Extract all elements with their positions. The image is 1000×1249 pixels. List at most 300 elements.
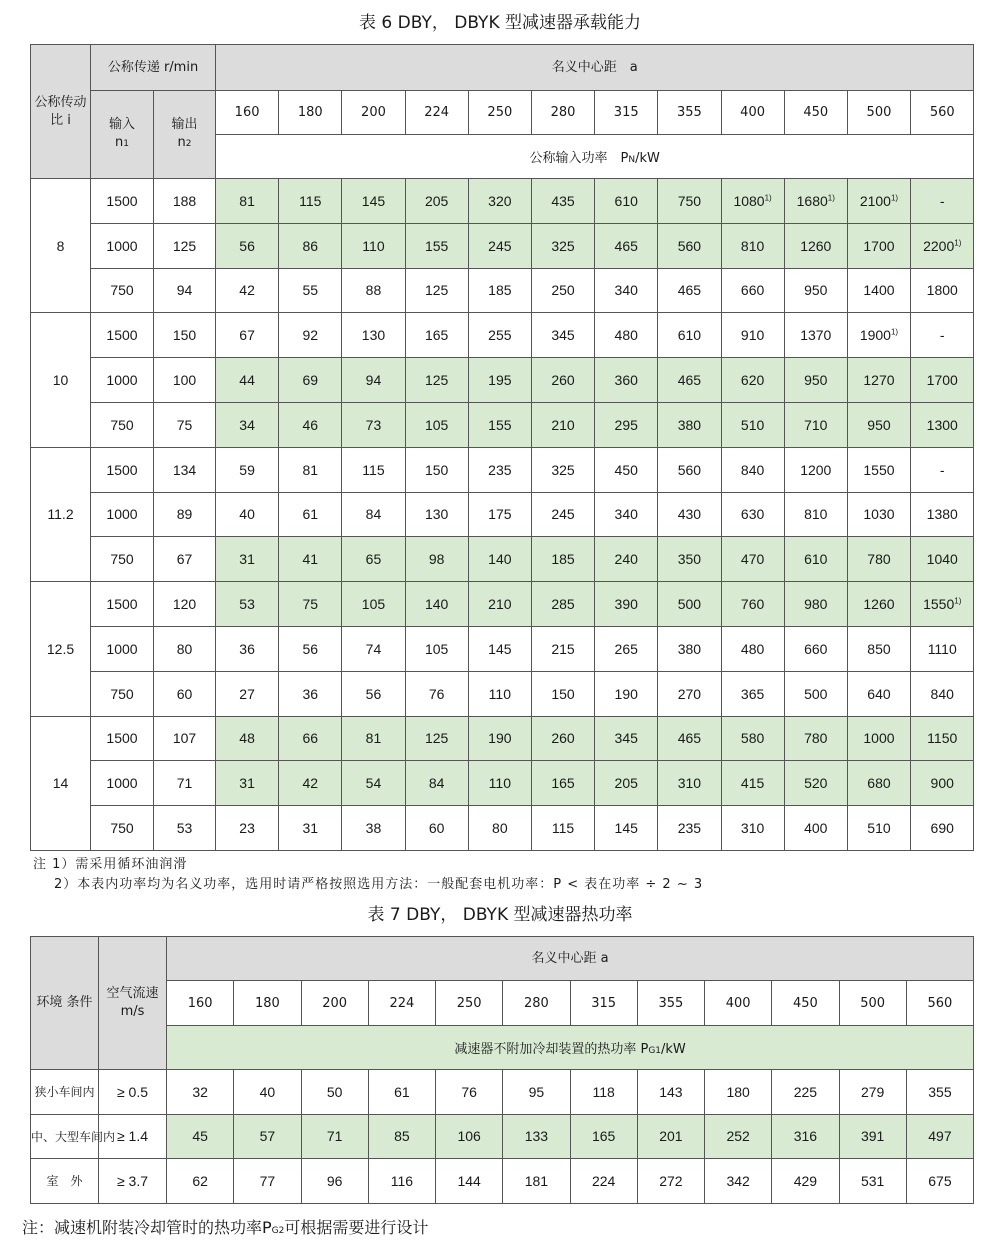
- thermal-power-cell: 57: [234, 1114, 301, 1159]
- power-cell: 55: [279, 268, 342, 313]
- power-cell: 260: [531, 716, 594, 761]
- power-cell: 81: [342, 716, 405, 761]
- output-speed-cell: 94: [154, 268, 216, 313]
- power-cell: 510: [847, 806, 910, 851]
- output-speed-cell: 75: [154, 402, 216, 447]
- t7-center-distance-500: 500: [839, 981, 906, 1026]
- power-cell: 185: [468, 268, 531, 313]
- center-distance-250: 250: [468, 91, 531, 135]
- power-cell: 61: [279, 492, 342, 537]
- power-cell: 610: [658, 313, 721, 358]
- power-cell: 910: [721, 313, 784, 358]
- air-speed-cell: ≥ 1.4: [99, 1114, 167, 1159]
- input-speed-cell: 1500: [91, 447, 154, 492]
- power-cell: 75: [279, 582, 342, 627]
- power-cell: 175: [468, 492, 531, 537]
- power-cell: 950: [784, 268, 847, 313]
- table-row: [31, 716, 974, 761]
- power-cell: 340: [595, 492, 658, 537]
- power-cell: 34: [216, 402, 279, 447]
- thermal-power-cell: 32: [167, 1070, 234, 1115]
- power-cell: 780: [784, 716, 847, 761]
- thermal-power-cell: 165: [570, 1114, 637, 1159]
- power-cell: 88: [342, 268, 405, 313]
- power-cell: 190: [468, 716, 531, 761]
- air-speed-cell: ≥ 0.5: [99, 1070, 167, 1115]
- power-cell: 520: [784, 761, 847, 806]
- power-cell: 690: [911, 806, 974, 851]
- power-cell: 1040: [911, 537, 974, 582]
- thermal-power-cell: 76: [436, 1070, 503, 1115]
- power-cell: 245: [531, 492, 594, 537]
- power-cell: 465: [658, 268, 721, 313]
- t7-center-distance-160: 160: [167, 981, 234, 1026]
- power-cell: 465: [595, 223, 658, 268]
- power-cell: 105: [405, 626, 468, 671]
- output-speed-cell: 60: [154, 671, 216, 716]
- ratio-cell: 12.5: [31, 582, 91, 716]
- power-cell: 840: [911, 671, 974, 716]
- thermal-power-cell: 225: [772, 1070, 839, 1115]
- power-cell: 48: [216, 716, 279, 761]
- power-cell: 60: [405, 806, 468, 851]
- power-cell: 295: [595, 402, 658, 447]
- power-cell: 980: [784, 582, 847, 627]
- t7-center-distance-560: 560: [906, 981, 973, 1026]
- thermal-power-cell: 40: [234, 1070, 301, 1115]
- power-cell: 465: [658, 716, 721, 761]
- power-cell: 67: [216, 313, 279, 358]
- power-cell: 325: [531, 447, 594, 492]
- output-speed-cell: 67: [154, 537, 216, 582]
- input-speed-cell: 1500: [91, 716, 154, 761]
- input-speed-header: 输入 n1: [91, 91, 154, 179]
- power-cell: 345: [531, 313, 594, 358]
- power-cell: 42: [279, 761, 342, 806]
- power-cell: 115: [342, 447, 405, 492]
- power-cell: 320: [468, 179, 531, 224]
- power-cell: 92: [279, 313, 342, 358]
- power-cell: 125: [405, 358, 468, 403]
- footnote-mark: 1): [890, 327, 899, 337]
- power-cell: 46: [279, 402, 342, 447]
- input-speed-cell: 1500: [91, 179, 154, 224]
- thermal-power-cell: 355: [906, 1070, 973, 1115]
- power-cell: 1080$^{1)}$: [721, 179, 784, 224]
- thermal-power-cell: 45: [167, 1114, 234, 1159]
- thermal-power-cell: 224: [570, 1159, 637, 1204]
- power-cell: 450: [595, 447, 658, 492]
- t7-center-distance-180: 180: [234, 981, 301, 1026]
- power-cell: 480: [595, 313, 658, 358]
- power-cell: 680: [847, 761, 910, 806]
- thermal-power-cell: 201: [637, 1114, 704, 1159]
- table-row: [31, 1070, 974, 1115]
- thermal-power-cell: 180: [705, 1070, 772, 1115]
- input-speed-cell: 1000: [91, 358, 154, 403]
- power-cell: 255: [468, 313, 531, 358]
- air-speed-header: 空气流速 m/s: [99, 937, 167, 1070]
- table7-note: 注：减速机附装冷却管时的热功率PG2可根据需要进行设计: [22, 1218, 429, 1237]
- power-cell: 415: [721, 761, 784, 806]
- t7-power-header: 减速器不附加冷却装置的热功率 PG1/kW: [167, 1026, 974, 1070]
- power-cell: 56: [342, 671, 405, 716]
- power-cell: 81: [279, 447, 342, 492]
- power-cell: 80: [468, 806, 531, 851]
- power-cell: 125: [405, 268, 468, 313]
- power-cell: 76: [405, 671, 468, 716]
- thermal-power-cell: 181: [503, 1159, 570, 1204]
- power-cell: 215: [531, 626, 594, 671]
- env-cell: 中、大型车间内: [31, 1114, 99, 1159]
- power-cell: 265: [595, 626, 658, 671]
- power-cell: 59: [216, 447, 279, 492]
- power-cell: 380: [658, 402, 721, 447]
- power-cell: 165: [531, 761, 594, 806]
- power-cell: 760: [721, 582, 784, 627]
- output-speed-cell: 134: [154, 447, 216, 492]
- power-cell: -: [911, 447, 974, 492]
- t7-center-distance-355: 355: [637, 981, 704, 1026]
- power-cell: 245: [468, 223, 531, 268]
- power-cell: 41: [279, 537, 342, 582]
- t7-center-distance-315: 315: [570, 981, 637, 1026]
- power-cell: 155: [468, 402, 531, 447]
- power-cell: 1200: [784, 447, 847, 492]
- power-cell: 145: [342, 179, 405, 224]
- input-speed-cell: 750: [91, 806, 154, 851]
- table-row: [31, 447, 974, 492]
- power-cell: 900: [911, 761, 974, 806]
- input-speed-cell: 1500: [91, 313, 154, 358]
- power-cell: 250: [531, 268, 594, 313]
- t7-center-distance-250: 250: [436, 981, 503, 1026]
- power-cell: 54: [342, 761, 405, 806]
- power-cell: 380: [658, 626, 721, 671]
- center-distance-450: 450: [784, 91, 847, 135]
- t7-center-distance-224: 224: [368, 981, 435, 1026]
- power-cell: 81: [216, 179, 279, 224]
- env-cell: 室 外: [31, 1159, 99, 1204]
- footnote-mark: 1): [954, 596, 962, 606]
- thermal-power-table: [30, 936, 974, 1204]
- thermal-power-cell: 316: [772, 1114, 839, 1159]
- power-cell: 465: [658, 358, 721, 403]
- power-cell: 390: [595, 582, 658, 627]
- thermal-power-cell: 50: [301, 1070, 368, 1115]
- thermal-power-cell: 391: [839, 1114, 906, 1159]
- power-cell: 430: [658, 492, 721, 537]
- thermal-power-cell: 106: [436, 1114, 503, 1159]
- table-row: [31, 1159, 974, 1204]
- power-cell: 86: [279, 223, 342, 268]
- center-distance-400: 400: [721, 91, 784, 135]
- power-cell: 205: [595, 761, 658, 806]
- power-cell: 73: [342, 402, 405, 447]
- footnote-mark: 1): [764, 193, 772, 203]
- power-cell: 31: [216, 761, 279, 806]
- power-cell: 36: [216, 626, 279, 671]
- power-cell: 560: [658, 447, 721, 492]
- thermal-power-cell: 252: [705, 1114, 772, 1159]
- center-distance-180: 180: [279, 91, 342, 135]
- power-cell: 480: [721, 626, 784, 671]
- t7-center-distance-header: 名义中心距 a: [167, 937, 974, 981]
- thermal-power-cell: 497: [906, 1114, 973, 1159]
- power-cell: 850: [847, 626, 910, 671]
- center-distance-header: 名义中心距 a: [216, 45, 974, 91]
- power-cell: 660: [784, 626, 847, 671]
- power-cell: 130: [405, 492, 468, 537]
- power-cell: 340: [595, 268, 658, 313]
- power-cell: 125: [405, 716, 468, 761]
- power-cell: 950: [847, 402, 910, 447]
- table-row: [31, 492, 974, 537]
- power-cell: 56: [216, 223, 279, 268]
- power-cell: 360: [595, 358, 658, 403]
- power-cell: 270: [658, 671, 721, 716]
- power-cell: 1900$^{1)}$: [847, 313, 910, 358]
- power-cell: 620: [721, 358, 784, 403]
- power-cell: 435: [531, 179, 594, 224]
- t7-center-distance-400: 400: [705, 981, 772, 1026]
- input-speed-cell: 750: [91, 537, 154, 582]
- center-distance-200: 200: [342, 91, 405, 135]
- table-row: [31, 402, 974, 447]
- power-cell: 105: [342, 582, 405, 627]
- table-row: [31, 358, 974, 403]
- thermal-power-cell: 531: [839, 1159, 906, 1204]
- table6-note1: 注 1）需采用循环油润滑: [33, 857, 188, 872]
- power-cell: 165: [405, 313, 468, 358]
- power-cell: -: [911, 313, 974, 358]
- center-distance-315: 315: [595, 91, 658, 135]
- power-cell: 205: [405, 179, 468, 224]
- thermal-power-cell: 77: [234, 1159, 301, 1204]
- power-cell: 325: [531, 223, 594, 268]
- power-cell: 1260: [847, 582, 910, 627]
- input-speed-cell: 750: [91, 671, 154, 716]
- thermal-power-cell: 62: [167, 1159, 234, 1204]
- power-cell: 66: [279, 716, 342, 761]
- output-speed-cell: 80: [154, 626, 216, 671]
- t7-center-distance-280: 280: [503, 981, 570, 1026]
- table-row: [31, 761, 974, 806]
- power-cell: 185: [531, 537, 594, 582]
- power-cell: 1370: [784, 313, 847, 358]
- power-cell: 69: [279, 358, 342, 403]
- power-cell: 810: [784, 492, 847, 537]
- power-cell: 150: [531, 671, 594, 716]
- input-speed-cell: 750: [91, 402, 154, 447]
- power-cell: 660: [721, 268, 784, 313]
- thermal-power-cell: 144: [436, 1159, 503, 1204]
- thermal-power-cell: 143: [637, 1070, 704, 1115]
- ratio-cell: 14: [31, 716, 91, 850]
- power-cell: 400: [784, 806, 847, 851]
- output-speed-cell: 125: [154, 223, 216, 268]
- power-cell: 285: [531, 582, 594, 627]
- power-cell: 310: [721, 806, 784, 851]
- power-cell: 84: [342, 492, 405, 537]
- table7-title: 表 7 DBY， DBYK 型减速器热功率: [367, 905, 633, 925]
- ratio-cell: 10: [31, 313, 91, 447]
- power-cell: 44: [216, 358, 279, 403]
- power-cell: 38: [342, 806, 405, 851]
- power-cell: 150: [405, 447, 468, 492]
- power-cell: 630: [721, 492, 784, 537]
- power-cell: 36: [279, 671, 342, 716]
- power-cell: 210: [468, 582, 531, 627]
- table-row: [31, 223, 974, 268]
- output-speed-cell: 71: [154, 761, 216, 806]
- power-cell: 115: [531, 806, 594, 851]
- power-cell: 1700: [911, 358, 974, 403]
- power-cell: 190: [595, 671, 658, 716]
- power-cell: 1260: [784, 223, 847, 268]
- power-cell: 500: [658, 582, 721, 627]
- power-cell: 115: [279, 179, 342, 224]
- table6-note2: 2）本表内功率均为名义功率，选用时请严格按照选用方法：一般配套电机功率：P < 表在功率 ÷ 2 ~ 3: [54, 877, 704, 892]
- power-cell: 235: [658, 806, 721, 851]
- power-header: 公称输入功率 PN/kW: [216, 135, 974, 179]
- ratio-header: 公称传动比 i: [31, 45, 91, 179]
- thermal-power-cell: 118: [570, 1070, 637, 1115]
- ratio-cell: 8: [31, 179, 91, 313]
- output-speed-cell: 150: [154, 313, 216, 358]
- power-cell: 470: [721, 537, 784, 582]
- power-cell: 2200$^{1)}$: [911, 223, 974, 268]
- power-cell: 98: [405, 537, 468, 582]
- power-cell: 560: [658, 223, 721, 268]
- power-cell: 1400: [847, 268, 910, 313]
- power-cell: 155: [405, 223, 468, 268]
- power-cell: 840: [721, 447, 784, 492]
- power-cell: 345: [595, 716, 658, 761]
- speed-header: 公称传递 r/min: [91, 45, 216, 91]
- ratio-cell: 11.2: [31, 447, 91, 581]
- output-speed-cell: 107: [154, 716, 216, 761]
- power-cell: 145: [595, 806, 658, 851]
- thermal-power-cell: 133: [503, 1114, 570, 1159]
- thermal-power-cell: 272: [637, 1159, 704, 1204]
- env-cell: 狭小车间内: [31, 1070, 99, 1115]
- power-cell: 31: [216, 537, 279, 582]
- power-cell: 950: [784, 358, 847, 403]
- table-row: [31, 806, 974, 851]
- power-cell: 1550$^{1)}$: [911, 582, 974, 627]
- power-cell: 510: [721, 402, 784, 447]
- table-row: [31, 537, 974, 582]
- thermal-power-cell: 61: [368, 1070, 435, 1115]
- table-row: [31, 626, 974, 671]
- power-cell: 94: [342, 358, 405, 403]
- power-cell: 310: [658, 761, 721, 806]
- thermal-power-cell: 675: [906, 1159, 973, 1204]
- input-speed-cell: 1000: [91, 223, 154, 268]
- power-cell: 1680$^{1)}$: [784, 179, 847, 224]
- center-distance-160: 160: [216, 91, 279, 135]
- power-cell: 500: [784, 671, 847, 716]
- center-distance-355: 355: [658, 91, 721, 135]
- power-cell: 350: [658, 537, 721, 582]
- power-cell: 780: [847, 537, 910, 582]
- power-cell: 1030: [847, 492, 910, 537]
- center-distance-560: 560: [911, 91, 974, 135]
- power-cell: 1380: [911, 492, 974, 537]
- power-cell: 105: [405, 402, 468, 447]
- power-cell: 260: [531, 358, 594, 403]
- input-speed-cell: 1500: [91, 582, 154, 627]
- table-row: [31, 671, 974, 716]
- power-cell: 810: [721, 223, 784, 268]
- center-distance-500: 500: [847, 91, 910, 135]
- power-cell: 750: [658, 179, 721, 224]
- power-cell: 710: [784, 402, 847, 447]
- input-speed-cell: 750: [91, 268, 154, 313]
- footnote-mark: 1): [890, 193, 899, 203]
- footnote-mark: 1): [954, 238, 962, 248]
- power-cell: 110: [468, 761, 531, 806]
- power-cell: 240: [595, 537, 658, 582]
- thermal-power-cell: 429: [772, 1159, 839, 1204]
- power-cell: 53: [216, 582, 279, 627]
- t7-center-distance-450: 450: [772, 981, 839, 1026]
- thermal-power-cell: 85: [368, 1114, 435, 1159]
- power-cell: 140: [405, 582, 468, 627]
- power-cell: 145: [468, 626, 531, 671]
- output-speed-cell: 120: [154, 582, 216, 627]
- thermal-power-cell: 116: [368, 1159, 435, 1204]
- power-cell: 580: [721, 716, 784, 761]
- power-cell: 1150: [911, 716, 974, 761]
- env-header: 环境 条件: [31, 937, 99, 1070]
- output-speed-cell: 53: [154, 806, 216, 851]
- thermal-power-cell: 71: [301, 1114, 368, 1159]
- power-cell: 1300: [911, 402, 974, 447]
- power-cell: 1000: [847, 716, 910, 761]
- footnote-mark: 1): [827, 193, 835, 203]
- output-speed-header: 输出 n2: [154, 91, 216, 179]
- output-speed-cell: 89: [154, 492, 216, 537]
- power-cell: 74: [342, 626, 405, 671]
- output-speed-cell: 188: [154, 179, 216, 224]
- thermal-power-cell: 279: [839, 1070, 906, 1115]
- t7-center-distance-200: 200: [301, 981, 368, 1026]
- output-speed-cell: 100: [154, 358, 216, 403]
- power-cell: 610: [595, 179, 658, 224]
- power-cell: 640: [847, 671, 910, 716]
- thermal-power-cell: 96: [301, 1159, 368, 1204]
- input-speed-cell: 1000: [91, 626, 154, 671]
- power-cell: 40: [216, 492, 279, 537]
- power-cell: 1110: [911, 626, 974, 671]
- power-cell: 27: [216, 671, 279, 716]
- power-cell: 110: [342, 223, 405, 268]
- power-cell: 365: [721, 671, 784, 716]
- load-capacity-table: [30, 44, 974, 851]
- table-row: [31, 1114, 974, 1159]
- thermal-power-cell: 95: [503, 1070, 570, 1115]
- power-cell: 1550: [847, 447, 910, 492]
- power-cell: 56: [279, 626, 342, 671]
- power-cell: -: [911, 179, 974, 224]
- power-cell: 140: [468, 537, 531, 582]
- center-distance-224: 224: [405, 91, 468, 135]
- power-cell: 1270: [847, 358, 910, 403]
- power-cell: 110: [468, 671, 531, 716]
- input-speed-cell: 1000: [91, 492, 154, 537]
